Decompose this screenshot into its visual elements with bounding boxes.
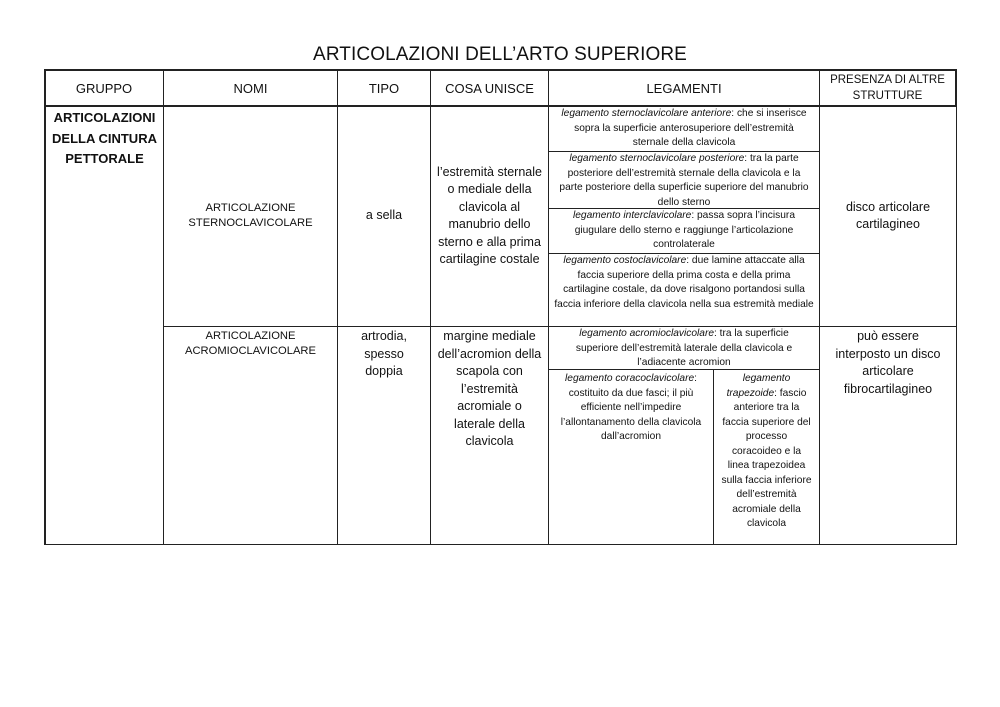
row1-legamento-3 xyxy=(549,209,819,253)
ligament-desc: : che si inserisce sopra la superficie anterosuperiore dell’estremità sternale della clavicola xyxy=(574,108,807,148)
ligament-desc: : costituito da due fasci; il più efficiente nell’impedire l’allontanamento della clavicola dall’acromion xyxy=(560,373,702,442)
ligament-desc: : due lamine attaccate alla faccia superiore della prima costa e della prima cartilagine costale, da dove risalgono portandosi sulla faccia inferiore della clavicola nella sua estremità mediale xyxy=(554,255,814,310)
header-nomi: NOMI xyxy=(233,80,268,96)
row2-presenza: può essere interposto un disco articolare fibrocartilagineo xyxy=(835,329,941,396)
header-presenza: PRESENZA DI ALTRE STRUTTURE xyxy=(830,74,945,102)
row2-cosa-unisce: margine mediale dell’acromion della scapola con l’estremità acromiale o laterale della clavicola xyxy=(437,329,542,448)
row1-legamento-4 xyxy=(549,254,819,326)
row2-legamento-3 xyxy=(714,372,819,544)
ligament-desc: : passa sopra l’incisura giugulare dello sterno e raggiunge l’articolazione controlaterale xyxy=(574,210,795,250)
header-cosa-unisce: COSA UNISCE xyxy=(445,80,534,96)
row1-legamento-2 xyxy=(549,152,819,208)
ligament-name: legamento costoclavicolare xyxy=(563,255,687,266)
ligament-desc: : tra la superficie superiore dell’estremità laterale della clavicola e l’adiacente acromion xyxy=(575,328,793,368)
page-title: ARTICOLAZIONI DELL’ARTO SUPERIORE xyxy=(313,44,687,65)
row2-legamento-2 xyxy=(549,372,713,544)
row1-legamento-1 xyxy=(549,107,819,151)
row1-cosa-unisce: l’estremità sternale o mediale della clavicola al manubrio dello sterno e alla prima cartilagine costale xyxy=(437,164,542,266)
header-tipo: TIPO xyxy=(368,80,400,96)
ligament-name: legamento acromioclavicolare xyxy=(579,328,714,339)
header-legamenti: LEGAMENTI xyxy=(646,80,722,96)
ligament-name: legamento sternoclavicolare anteriore xyxy=(561,108,732,119)
group-name: ARTICOLAZIONI DELLA CINTURA PETTORALE xyxy=(52,110,157,166)
ligament-name: legamento trapezoide xyxy=(726,373,791,399)
ligament-name: legamento interclavicolare xyxy=(573,210,692,221)
ligament-name: legamento coracoclavicolare xyxy=(565,373,695,384)
header-gruppo: GRUPPO xyxy=(75,80,133,96)
row2-legamento-1 xyxy=(549,327,819,369)
ligament-desc: : tra la parte posteriore dell’estremità sternale della clavicola e la parte posteriore della superficie superiore del manubrio dello sterno xyxy=(559,153,809,208)
ligament-desc: : fascio anteriore tra la faccia superiore del processo coracoideo e la linea trapezoidea sulla faccia inferiore dell’estremità acromiale della clavicola xyxy=(721,387,812,529)
row1-nome: ARTICOLAZIONE STERNOCLAVICOLARE xyxy=(188,202,313,229)
row2-nome: ARTICOLAZIONE ACROMIOCLAVICOLARE xyxy=(185,330,316,357)
row2-tipo: artrodia, spesso doppia xyxy=(361,329,407,378)
row1-tipo: a sella xyxy=(365,208,403,223)
row1-presenza: disco articolare cartilagineo xyxy=(845,199,931,231)
ligament-name: legamento sternoclavicolare posteriore xyxy=(569,153,745,164)
